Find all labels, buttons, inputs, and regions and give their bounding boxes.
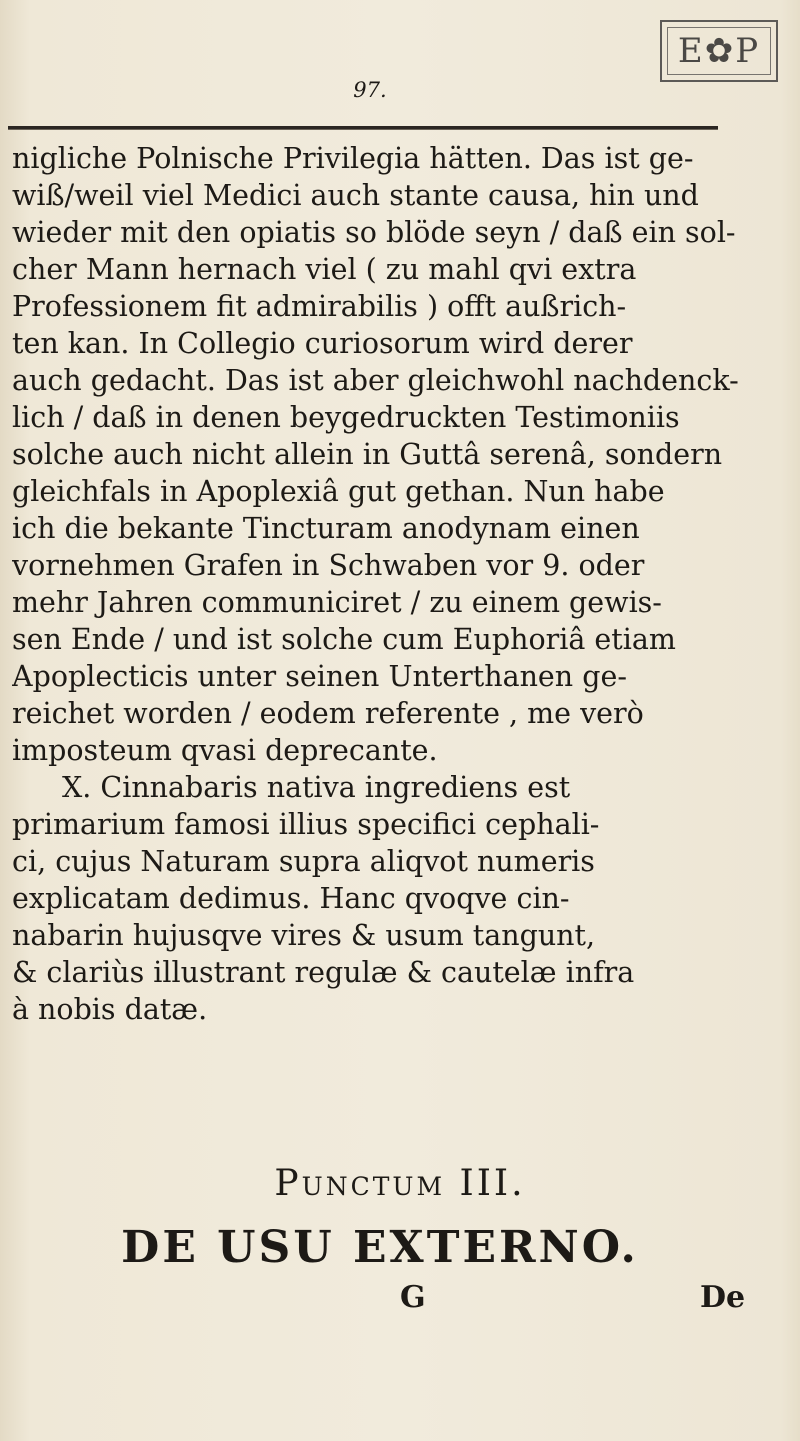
body-text xyxy=(12,140,782,1028)
text-line: ten kan. In Collegio curiosorum wird derer xyxy=(12,327,633,360)
signature-mark: G xyxy=(400,1280,426,1315)
text-line: nigliche Polnische Privilegia hätten. Das ist ge- xyxy=(12,142,694,175)
header-rule xyxy=(8,126,718,130)
text-line: X. Cinnabaris nativa ingrediens est xyxy=(62,771,571,804)
text-line: wieder mit den opiatis so blöde seyn / daß ein sol- xyxy=(12,216,736,249)
text-line: cher Mann hernach viel ( zu mahl qvi extra xyxy=(12,253,637,286)
stamp-inner-border xyxy=(667,27,771,75)
text-line: imposteum qvasi deprecante. xyxy=(12,734,438,767)
text-line: Professionem fit admirabilis ) offt außrich- xyxy=(12,290,627,323)
text-line: Apoplecticis unter seinen Unterthanen ge- xyxy=(12,660,627,693)
text-line: nabarin hujusqve vires & usum tangunt, xyxy=(12,919,596,952)
stamp-text: E✿P xyxy=(677,31,761,71)
section-title: DE USU EXTERNO. xyxy=(121,1222,639,1273)
text-line: ci, cujus Naturam supra aliqvot numeris xyxy=(12,845,595,878)
text-line: sen Ende / und ist solche cum Euphoriâ etiam xyxy=(12,623,676,656)
text-line: reichet worden / eodem referente , me verò xyxy=(12,697,644,730)
text-line: lich / daß in denen beygedruckten Testimoniis xyxy=(12,401,680,434)
text-line: ich die bekante Tincturam anodynam einen xyxy=(12,512,640,545)
catchword: De xyxy=(700,1280,746,1315)
text-line: gleichfals in Apoplexiâ gut gethan. Nun habe xyxy=(12,475,665,508)
page-number: 97. xyxy=(353,78,387,102)
text-line: mehr Jahren communiciret / zu einem gewis- xyxy=(12,586,662,619)
text-line: wiß/weil viel Medici auch stante causa, hin und xyxy=(12,179,699,212)
text-line: explicatam dedimus. Hanc qvoqve cin- xyxy=(12,882,570,915)
text-line: solche auch nicht allein in Guttâ serenâ, sondern xyxy=(12,438,723,471)
text-line: primarium famosi illius specifici cephali- xyxy=(12,808,600,841)
library-stamp xyxy=(660,20,778,82)
text-line: auch gedacht. Das ist aber gleichwohl nachdenck- xyxy=(12,364,739,397)
text-line: & clariùs illustrant regulæ & cautelæ infra xyxy=(12,956,635,989)
text-line: vornehmen Grafen in Schwaben vor 9. oder xyxy=(12,549,645,582)
section-heading: Punctum III. xyxy=(274,1163,526,1204)
text-line: à nobis datæ. xyxy=(12,993,208,1026)
